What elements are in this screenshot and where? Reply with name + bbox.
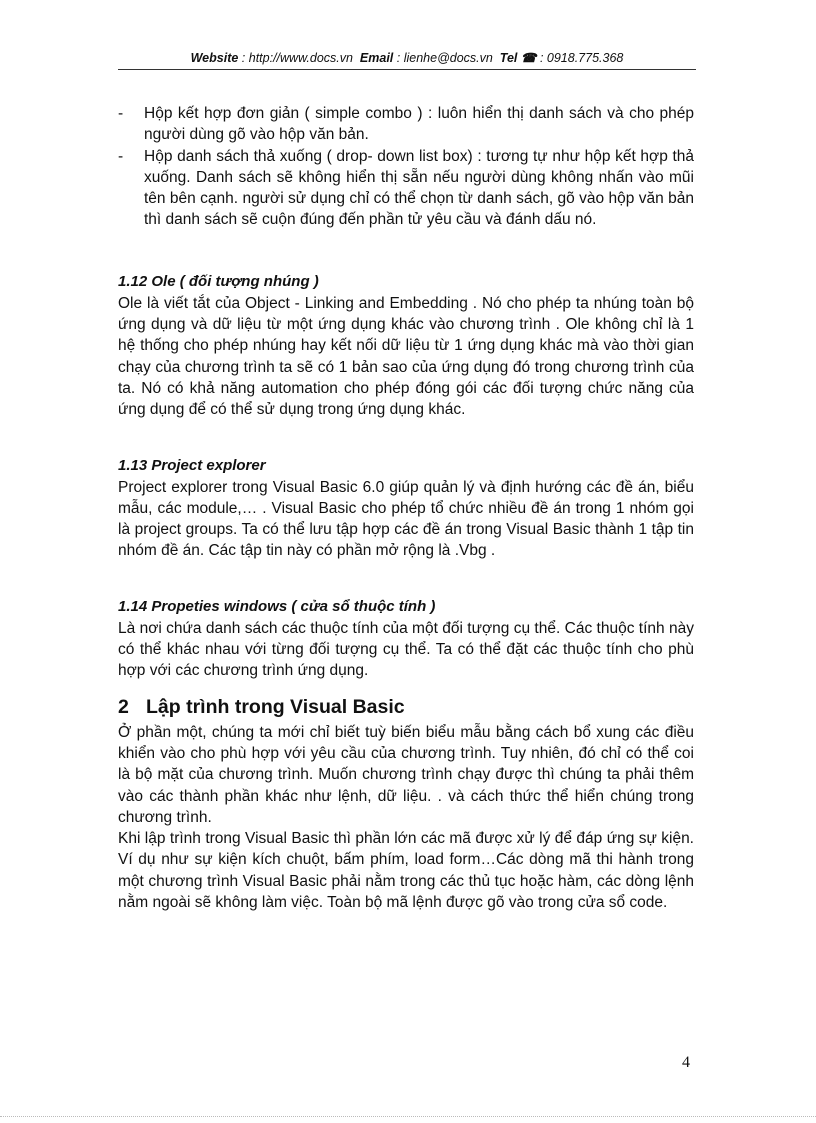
section-text-project-explorer: Project explorer trong Visual Basic 6.0 giúp quản lý và định hướng các đề án, biểu mẫu, các module,… . Visual Basic cho phép tổ chức nhiều đề án trong 1 nhóm gọi là project groups. Ta có thể lưu tập hợp các đề án trong Visual Basic thành 1 tập tin nhóm đề án. Các tập tin này có phần mở rộng là .Vbg . xyxy=(118,478,694,560)
section-text-ole: Ole là viết tắt của Object - Linking and Embedding . Nó cho phép ta nhúng toàn bộ ứng dụng và dữ liệu từ một ứng dụng khác vào chương trình . Ole không chỉ là 1 hệ thống cho phép nhúng hay kết nối dữ liệu từ 1 ứng dụng khác mà vào thời gian chạy của chương trình ta sẽ có 1 bản sao của ứng dụng đó trong chương trình của ta. Nó có khả năng automation cho phép đóng gói các đối tượng chức năng của ứng dụng để có thể sử dụng trong ứng dụng khác. xyxy=(118,294,694,419)
chapter-heading xyxy=(118,694,694,720)
chapter-paragraph: Ở phần một, chúng ta mới chỉ biết tuỳ biến biểu mẫu bằng cách bổ xung các điều khiển vào cho phù hợp với yêu cầu của chương trình. Tuy nhiên, đó chỉ có thể coi là bộ mặt của chương trình. Muốn chương trình chạy được thì chúng ta phải thêm vào các thành phần khác như lệnh, dữ liệu. . và cách thức thể hiển chúng trong chương trình. xyxy=(118,723,694,826)
chapter-paragraph: Khi lập trình trong Visual Basic thì phần lớn các mã được xử lý để đáp ứng sự kiện. Ví dụ như sự kiện kích chuột, bấm phím, load form…Các dòng mã thi hành trong một chương trình Visual Basic phải nằm trong các thủ tục hoặc hàm, các dòng lệnh nằm ngoài sẽ không làm việc. Toàn bộ mã lệnh được gõ vào trong cửa sổ code. xyxy=(118,830,694,912)
email-label: Email xyxy=(359,51,394,65)
phone-icon: ☎ xyxy=(520,51,537,65)
section-heading-project-explorer: 1.13 Project explorer xyxy=(118,456,266,474)
section-heading-properties-windows: 1.14 Propeties windows ( cửa sổ thuộc tính ) xyxy=(118,597,436,615)
page-body xyxy=(118,103,694,913)
list-item-text: Hộp danh sách thả xuống ( drop- down list box) : tương tự như hộp kết hợp thả xuống. Danh sách sẽ không hiển thị sẵn nếu người dùng không nhấn vào mũi tên bên cạnh. người sử dụng chỉ có thể chọn từ danh sách, gõ vào hộp văn bản thì danh sách sẽ cuộn đúng đến phần tử yêu cầu và đánh dấu nó. xyxy=(144,147,694,229)
list-item xyxy=(118,103,694,146)
website-value: : http://www.docs.vn xyxy=(241,51,353,65)
page-header xyxy=(118,50,696,70)
section-heading-ole: 1.12 Ole ( đối tượng nhúng ) xyxy=(118,272,319,290)
list-item-text: Hộp kết hợp đơn giản ( simple combo ) : luôn hiển thị danh sách và cho phép người dùng gõ vào hộp văn bản. xyxy=(144,105,694,144)
page-bottom-divider xyxy=(0,1116,816,1117)
chapter-number: 2 xyxy=(118,695,129,718)
page-number: 4 xyxy=(682,1054,690,1071)
tel-value: : 0918.775.368 xyxy=(539,51,624,65)
tel-label: Tel xyxy=(499,51,518,65)
bullet-dash: - xyxy=(118,105,124,122)
bullet-dash: - xyxy=(118,147,124,165)
email-value: : lienhe@docs.vn xyxy=(396,51,493,65)
website-label: Website xyxy=(190,51,239,65)
section-text-properties-windows: Là nơi chứa danh sách các thuộc tính của một đối tượng cụ thể. Các thuộc tính này có thể khác nhau với từng đối tượng cụ thể. Ta có thể đặt các thuộc tính cho phù hợp với các chương trình ứng dụng. xyxy=(118,619,694,680)
list-item xyxy=(118,146,694,231)
chapter-title: Lập trình trong Visual Basic xyxy=(146,695,405,718)
